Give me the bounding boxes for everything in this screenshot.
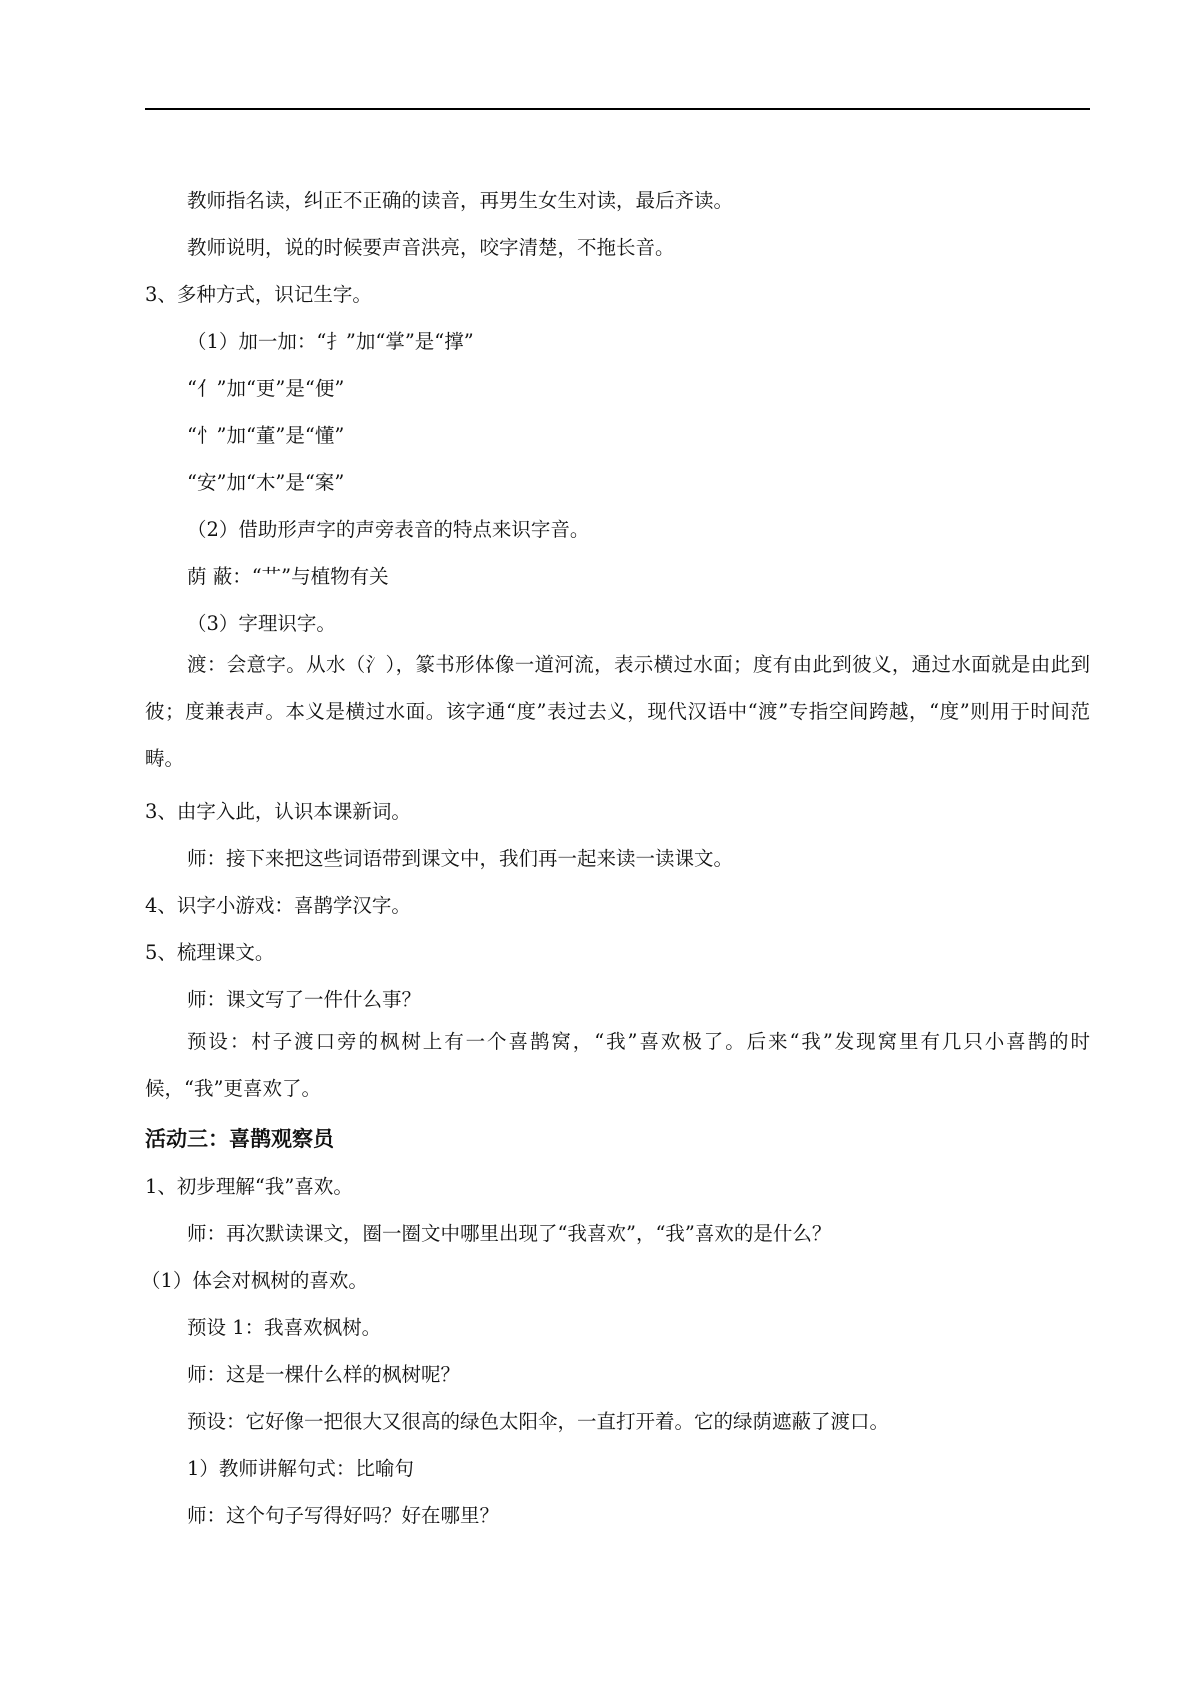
paragraph: “安”加“木”是“案” [187,471,345,494]
paragraph: 师：这个句子写得好吗？好在哪里？ [187,1504,500,1527]
list-item: （3）字理识字。 [187,612,336,635]
paragraph: “亻”加“更”是“便” [187,377,345,400]
paragraph: 师：接下来把这些词语带到课文中，我们再一起来读一读课文。 [187,847,734,870]
paragraph: 渡：会意字。从水（氵），篆书形体像一道河流，表示横过水面；度有由此到彼义，通过水面就是由此到彼；度兼表声。本义是横过水面。该字通“度”表过去义，现代汉语中“渡”专指空间跨越，“度”则用于时间范畴。 [145,653,1090,770]
paragraph: 师：课文写了一件什么事？ [187,988,422,1011]
list-item: 3、多种方式，识记生字。 [145,283,372,306]
list-item: 1、初步理解“我”喜欢。 [145,1175,353,1198]
paragraph: “忄”加“董”是“懂” [187,424,345,447]
paragraph: 师：再次默读课文，圈一圈文中哪里出现了“我喜欢”，“我”喜欢的是什么？ [187,1222,832,1245]
header-rule [145,108,1090,110]
paragraph: 教师指名读，纠正不正确的读音，再男生女生对读，最后齐读。 [187,189,734,212]
list-item: 3、由字入此，认识本课新词。 [145,800,411,823]
paragraph: 预设：村子渡口旁的枫树上有一个喜鹊窝，“我”喜欢极了。后来“我”发现窝里有几只小喜鹊的时候，“我”更喜欢了。 [145,1030,1090,1100]
paragraph: 荫 蔽：“艹”与植物有关 [187,565,389,588]
list-item: 1）教师讲解句式：比喻句 [187,1457,414,1480]
paragraph: 预设 1：我喜欢枫树。 [187,1316,382,1339]
paragraph: 师：这是一棵什么样的枫树呢？ [187,1363,461,1386]
list-item: （1）加一加：“扌”加“掌”是“撑” [187,330,474,353]
list-item: （1）体会对枫树的喜欢。 [141,1269,368,1292]
list-item: （2）借助形声字的声旁表音的特点来识字音。 [187,518,590,541]
list-item: 5、梳理课文。 [145,941,275,964]
paragraph: 预设：它好像一把很大又很高的绿色太阳伞，一直打开着。它的绿荫遮蔽了渡口。 [187,1410,890,1433]
list-item: 4、识字小游戏：喜鹊学汉字。 [145,894,411,917]
section-heading: 活动三：喜鹊观察员 [145,1127,334,1151]
paragraph: 教师说明，说的时候要声音洪亮，咬字清楚，不拖长音。 [187,236,675,259]
